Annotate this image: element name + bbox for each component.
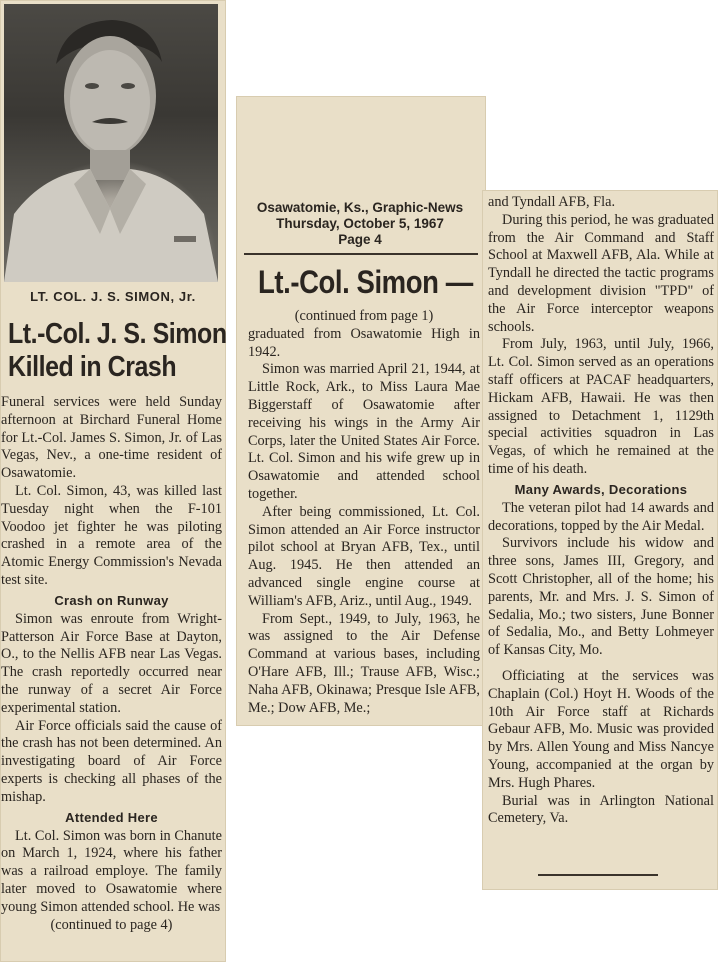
paragraph: Survivors include his widow and three sons, James III, Gregory, and Scott Christopher, all of the home; his parents, Mr. and Mrs. J. S. Simon of Sedalia, Mo.; two sisters, June Bonner of Sedalia, Mo., and Betty Lohmeyer of Kansas City, Mo. [488, 535, 714, 659]
portrait-photo [4, 4, 218, 282]
right-article-body [488, 194, 714, 828]
left-clipping [0, 0, 226, 962]
headline-line-1: Lt.-Col. J. S. Simon [8, 318, 227, 350]
left-article-body [1, 394, 222, 934]
photo-caption: LT. COL. J. S. SIMON, Jr. [30, 289, 196, 304]
paragraph: Air Force officials said the cause of the crash has not been determined. An investigating board of Air Force experts is checking all phases of the mishap. [1, 717, 222, 805]
subhead-many-awards: Many Awards, Decorations [514, 481, 688, 497]
dateline-paper: Osawatomie, Ks., Graphic-News [256, 200, 464, 215]
middle-clipping [236, 96, 486, 726]
paragraph: Lt. Col. Simon, 43, was killed last Tuesday night when the F-101 Voodoo jet fighter he was piloting crashed in a remote area of the Atomic Energy Commission's Nevada test site. [1, 482, 222, 588]
subhead-attended-here: Attended Here [65, 809, 158, 825]
subhead-crash-on-runway: Crash on Runway [54, 592, 169, 608]
paragraph: After being commissioned, Lt. Col. Simon attended an Air Force instructor pilot school at Bryan AFB, Tex., until Aug. 1945. He then attended an advanced single engine course at William's AFB, Ariz., until Aug., 1949. [248, 503, 480, 609]
dateline [240, 200, 480, 248]
end-rule [538, 874, 658, 876]
paragraph: Simon was married April 21, 1944, at Little Rock, Ark., to Miss Laura Mae Biggerstaff of Osawatomie after receiving his wings in the Army Air Corps, later the United States Air Force. Lt. Col. Simon and his wife grew up in Osawatomie and attended school together. [248, 361, 480, 502]
headline [8, 318, 258, 384]
paragraph: During this period, he was graduated from the Air Command and Staff School at Maxwell AFB, Ala. While at Tyndall he directed the tactic programs and development division "TPD" of the Air Force interceptor weapons schools. [488, 211, 714, 335]
dateline-page: Page 4 [338, 232, 382, 247]
continuation-headline: Lt.-Col. Simon — [258, 264, 473, 300]
paragraph: Burial was in Arlington National Cemetery, Va. [488, 792, 714, 827]
paragraph: Officiating at the services was Chaplain (Col.) Hoyt H. Woods of the 10th Air Force staff at Richards Gebaur AFB, Mo. Music was provided by Mrs. Allen Young and Miss Nancye Young, accompanied at the organ by Mrs. Hugh Phares. [488, 667, 714, 791]
paragraph: Simon was enroute from Wright-Patterson Air Force Base at Dayton, O., to the Nellis AFB near Las Vegas. The crash reportedly occurred near the runway of a secret Air Force experimental station. [1, 610, 222, 716]
paragraph: Funeral services were held Sunday afternoon at Birchard Funeral Home for Lt.-Col. James S. Simon, Jr. of Las Vegas, Nev., a one-time resident of Osawatomie. [1, 394, 222, 482]
headline-line-2: Killed in Crash [8, 351, 177, 383]
paragraph: graduated from Osawatomie High in 1942. [248, 325, 480, 360]
right-clipping [482, 190, 718, 890]
middle-article-body [248, 308, 480, 717]
dateline-date: Thursday, October 5, 1967 [276, 216, 444, 231]
paragraph: From July, 1963, until July, 1966, Lt. Col. Simon served as an operations staff officers at PACAF headquarters, Hickam AFB, Hawaii. He was then assigned to Detachment 1, 1129th special activities squadron in Las Vegas, of which he remained at the time of his death. [488, 336, 714, 477]
paragraph: Lt. Col. Simon was born in Chanute on March 1, 1924, where his father was a railroad employe. The family later moved to Osawatomie where young Simon attended school. He was [1, 827, 222, 915]
divider-rule [244, 253, 478, 255]
paragraph: The veteran pilot had 14 awards and decorations, topped by the Air Medal. [488, 499, 714, 534]
paragraph: and Tyndall AFB, Fla. [488, 194, 616, 210]
paragraph: From Sept., 1949, to July, 1963, he was assigned to the Air Defense Command at various bases, including O'Hare AFB, Ill.; Trause AFB, Wisc.; Naha AFB, Okinawa; Presque Isle AFB, Me.; Dow AFB, Me.; [248, 610, 480, 716]
continued-to-page: (continued to page 4) [50, 916, 173, 933]
continued-from-page: (continued from page 1) [294, 308, 434, 324]
